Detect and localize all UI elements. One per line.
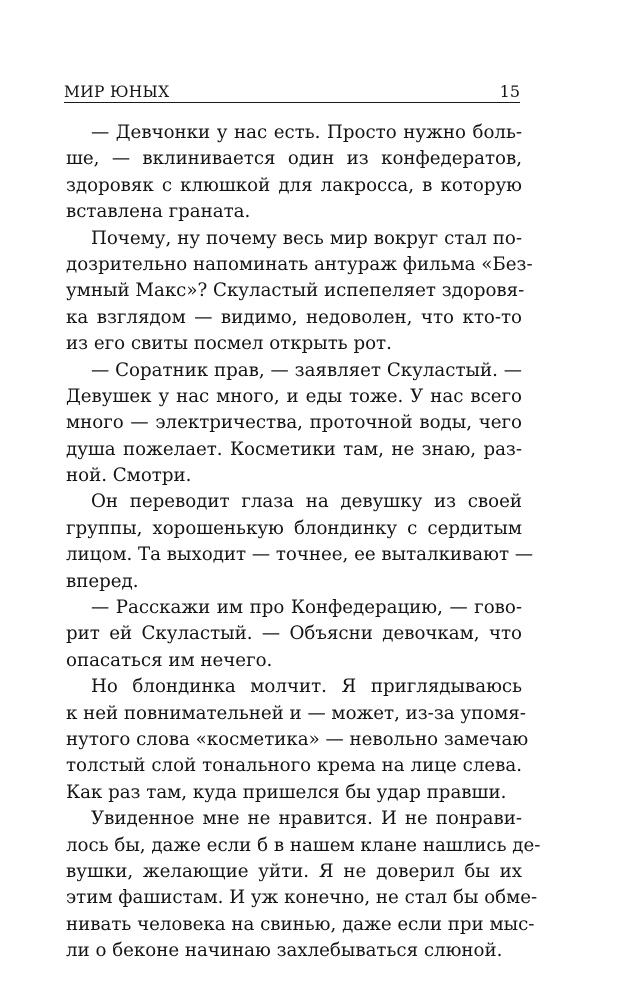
page-number: 15 bbox=[499, 82, 520, 101]
text-line: нутого слова «косметика» — невольно замечаю bbox=[66, 728, 529, 750]
text-line: опасаться им нечего. bbox=[66, 649, 273, 671]
text-line: к ней повнимательней и — может, из-за упомя- bbox=[66, 702, 526, 724]
text-line: — Девчонки у нас есть. Просто нужно боль- bbox=[91, 122, 522, 143]
text-line: много — электричества, проточной воды, чего bbox=[66, 412, 522, 434]
text-line: ше, — вклинивается один из конфедератов, bbox=[66, 148, 522, 170]
paragraph-6 bbox=[66, 674, 529, 806]
text-line: нивать человека на свинью, даже если при мыс- bbox=[66, 913, 535, 935]
text-line: Девушек у нас много, и еды тоже. У нас всего bbox=[66, 385, 522, 407]
text-line: душа пожелает. Косметики там, не знаю, раз- bbox=[66, 438, 522, 460]
text-line: дозрительно напоминать антураж фильма «Без- bbox=[66, 253, 533, 275]
text-line: этим фашистам. И уж конечно, не стал бы обме- bbox=[66, 887, 538, 909]
paragraph-2 bbox=[66, 226, 533, 358]
text-line: Почему, ну почему весь мир вокруг стал по- bbox=[91, 227, 522, 249]
text-line: из его свиты посмел открыть рот. bbox=[66, 333, 392, 355]
paragraph-4 bbox=[66, 489, 534, 595]
text-line: вперед. bbox=[66, 570, 139, 592]
text-line: толстый слой тонального крема на лице слева. bbox=[66, 755, 522, 777]
text-line: Но блондинка молчит. Я приглядываюсь bbox=[91, 676, 522, 698]
paragraph-7 bbox=[66, 806, 541, 964]
body-text bbox=[66, 120, 541, 965]
header-rule bbox=[64, 102, 520, 103]
text-line: вушки, желающие уйти. Я не доверил бы их bbox=[66, 860, 522, 882]
paragraph-3 bbox=[66, 358, 522, 490]
text-line: ка взглядом — видимо, недоволен, что кто-то bbox=[66, 306, 522, 328]
text-line: рит ей Скуластый. — Объясни девочкам, что bbox=[66, 623, 522, 645]
text-line: ли о беконе начинаю захлебываться слюной. bbox=[66, 940, 503, 962]
text-line: лицом. Та выходит — точнее, ее выталкивают — bbox=[66, 544, 534, 566]
running-header bbox=[64, 77, 520, 101]
text-line: умный Макс»? Скуластый испепеляет здоровя- bbox=[66, 280, 525, 302]
text-line: группы, хорошенькую блондинку с сердитым bbox=[66, 517, 522, 539]
text-line: ной. Смотри. bbox=[66, 465, 192, 487]
text-line: — Соратник прав, — заявляет Скуластый. — bbox=[91, 359, 522, 381]
text-line: вставлена граната. bbox=[66, 201, 251, 223]
text-line: Как раз там, куда пришелся бы удар правши. bbox=[66, 781, 507, 803]
book-title: МИР ЮНЫХ bbox=[64, 83, 170, 101]
paragraph-5 bbox=[66, 595, 522, 674]
text-line: Увиденное мне не нравится. И не понрави- bbox=[91, 808, 522, 830]
text-line: — Расскажи им про Конфедерацию, — гово- bbox=[91, 597, 522, 619]
text-line: здоровяк с клюшкой для лакросса, в которую bbox=[66, 174, 522, 196]
text-line: Он переводит глаза на девушку из своей bbox=[91, 491, 522, 513]
text-line: лось бы, даже если б в нашем клане нашлись де- bbox=[66, 834, 541, 856]
paragraph-1 bbox=[66, 120, 522, 226]
